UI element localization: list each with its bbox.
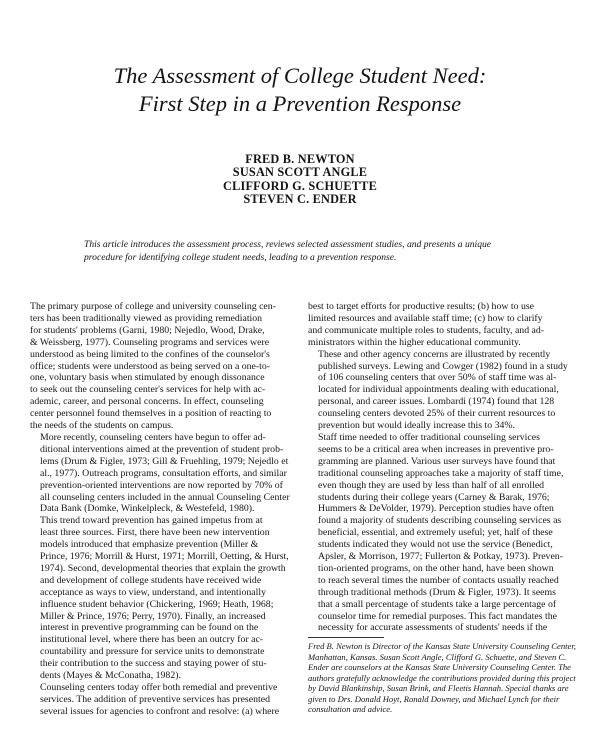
footnote-divider: [308, 637, 384, 638]
text-line: personal, and career issues. Lombardi (1974) found that 128: [318, 396, 555, 408]
text-line: counselor time for remedial purposes. This fact mandates the: [318, 610, 557, 622]
text-line: services. The addition of preventive services has presented: [40, 693, 270, 705]
body-paragraph: [308, 349, 576, 432]
footnote-line: authors gratefully acknowledge the contributions provided during this project: [308, 672, 576, 683]
text-line: 1974). Second, developmental theories that explain the growth: [40, 562, 286, 574]
text-line: tion-oriented programs, on the other hand, have been shown: [318, 562, 554, 574]
text-line: even though they are used by less than half of all enrolled: [318, 479, 545, 491]
text-line: Hummers & DeVolder, 1979). Perception studies have often: [318, 503, 554, 515]
author-list: [0, 153, 600, 207]
text-line: ters has been traditionally viewed as providing remediation: [30, 312, 263, 324]
text-line: limited resources and available staff time; (c) how to clarify: [308, 312, 543, 324]
body-paragraph: [308, 432, 576, 634]
text-line: The primary purpose of college and university counseling cen-: [30, 301, 276, 312]
text-line: several issues for agencies to confront and resolve: (a) where: [40, 705, 280, 717]
footnote-line: Manhattan, Kansas. Susan Scott Angle, Clifford G. Schuette, and Steven C.: [308, 651, 567, 662]
text-line: interest in preventive programming can be found on the: [40, 622, 259, 634]
text-line: More recently, counseling centers have begun to offer ad-: [40, 431, 266, 443]
text-line: and development of college students have received wide: [40, 574, 262, 586]
text-line: seems to be a critical area when increases in preventive pro-: [318, 443, 554, 455]
text-line: found a majority of students describing counseling services as: [318, 515, 562, 527]
title-line-1: The Assessment of College Student Need:: [113, 63, 487, 88]
text-line: their contribution to the success and staying power of stu-: [40, 658, 267, 670]
text-line: countability and pressure for service units to demonstrate: [40, 646, 265, 658]
footnote-line: given to Drs. Donald Hoyt, Ronald Downey, and Michael Lynch for their: [308, 693, 560, 704]
text-line: students during their college years (Carney & Barak, 1976;: [318, 491, 550, 503]
text-line: published surveys. Lewing and Cowger (1982) found in a study: [318, 360, 568, 372]
author-name: SUSAN SCOTT ANGLE: [232, 165, 368, 180]
text-line: understood as being limited to the confines of the counselor's: [30, 348, 270, 360]
abstract-line: This article introduces the assessment process, reviews selected assessment studies, and presents a unique: [84, 239, 492, 250]
text-line: gramming are planned. Various user surveys have found that: [318, 455, 556, 467]
text-line: prevention-oriented interventions are now reported by 70% of: [40, 479, 283, 491]
text-line: beneficial, essential, and extremely useful; yet, half of these: [318, 527, 553, 539]
text-line: institutional level, where there has been an outcry for ac-: [40, 634, 264, 646]
abstract: [84, 238, 534, 264]
text-line: These and other agency concerns are illustrated by recently: [318, 348, 551, 360]
text-line: Prince, 1976; Morrill & Hurst, 1971; Morrill, Oetting, & Hurst,: [40, 551, 289, 563]
text-line: to seek out the counseling center's services for help with ac-: [30, 384, 266, 396]
left-column: [30, 301, 296, 718]
text-line: for students' problems (Garni, 1980; Nejedlo, Wood, Drake,: [30, 324, 265, 336]
text-line: to reach several times the number of contacts usually reached: [318, 574, 559, 586]
author-footnote: [308, 641, 576, 715]
text-line: lems (Drum & Figler, 1973; Gill & Fruehling, 1979; Nejedlo et: [40, 455, 289, 467]
text-line: Miller & Prince, 1976; Perry, 1970). Finally, an increased: [40, 610, 266, 622]
text-line: models introduced that emphasize prevention (Miller &: [40, 539, 259, 551]
abstract-line: procedure for identifying college student needs, leading to a prevention response.: [84, 252, 397, 263]
text-line: Apsler, & Morrison, 1977; Fullerton & Potkay, 1973). Preven-: [318, 551, 563, 563]
text-line: best to target efforts for productive results; (b) how to use: [308, 301, 535, 312]
text-line: prevention but would ideally increase this to 34%.: [318, 420, 515, 432]
text-line: through traditional methods (Drum & Figler, 1973). It seems: [318, 586, 556, 598]
right-column: [308, 301, 576, 634]
text-line: ministrators within the higher educational community.: [308, 336, 521, 348]
text-line: office; students were understood as being served on a one-to-: [30, 360, 271, 372]
text-line: counseling centers devoted 25% of their current resources to: [318, 408, 556, 420]
text-line: of 106 counseling centers that over 50% of staff time was al-: [318, 372, 557, 384]
body-paragraph: [30, 432, 296, 515]
text-line: traditional counseling approaches take a majority of staff time,: [318, 467, 564, 479]
author-name: FRED B. NEWTON: [245, 152, 355, 166]
text-line: ditional interventions aimed at the prevention of student prob-: [40, 443, 284, 455]
text-line: and communicate multiple roles to students, faculty, and ad-: [308, 324, 545, 336]
author-name: STEVEN C. ENDER: [243, 192, 357, 207]
text-line: center personnel found themselves in a position of reacting to: [30, 408, 272, 420]
footnote-line: Fred B. Newton is Director of the Kansas State University Counseling Center,: [308, 641, 576, 651]
text-line: located for individual appointments dealing with educational,: [318, 384, 559, 396]
text-line: students indicated they would not use the service (Benedict,: [318, 539, 553, 551]
footnote-line: consultation and advice.: [308, 704, 393, 714]
text-line: least three sources. First, there have been new intervention: [40, 527, 270, 539]
text-line: the needs of the students on campus.: [30, 420, 174, 432]
text-line: Counseling centers today offer both remedial and preventive: [40, 682, 278, 693]
footnote-line: Ender are counselors at the Kansas State University Counseling Center. The: [308, 662, 571, 672]
body-paragraph: [308, 301, 576, 349]
body-paragraph: [30, 301, 296, 432]
body-paragraph: [30, 682, 296, 718]
text-line: ademic, career, and personal concerns. In effect, counseling: [30, 396, 264, 408]
title-line-2: First Step in a Prevention Response: [138, 91, 462, 116]
text-line: dents (Mayes & McConatha, 1982).: [40, 670, 181, 682]
text-line: that a small percentage of students take a large percentage of: [318, 598, 557, 610]
text-line: necessity for accurate assessments of students' needs if the: [318, 622, 548, 634]
text-line: al., 1977). Outreach programs, consultation efforts, and similar: [40, 467, 287, 479]
text-line: Data Bank (Domke, Winkelpleck, & Westefeld, 1980).: [40, 503, 255, 515]
text-line: influence student behavior (Chickering, 1969; Heath, 1968;: [40, 598, 274, 610]
text-line: & Weissberg, 1977). Counseling programs and services were: [30, 336, 270, 348]
text-line: Staff time needed to offer traditional counseling services: [318, 431, 540, 443]
body-paragraph: [30, 515, 296, 682]
text-line: all counseling centers included in the annual Counseling Center: [40, 491, 290, 503]
text-line: one, voluntary basis when stimulated by enough dissonance: [30, 372, 265, 384]
text-line: This trend toward prevention has gained impetus from at: [40, 515, 263, 527]
footnote-line: by David Blankinship, Susan Brink, and Fleetis Hannah. Special thanks are: [308, 683, 569, 693]
article-title: [0, 62, 600, 118]
text-line: acceptance as ways to view, understand, and intentionally: [40, 586, 266, 598]
author-name: CLIFFORD G. SCHUETTE: [223, 178, 377, 193]
